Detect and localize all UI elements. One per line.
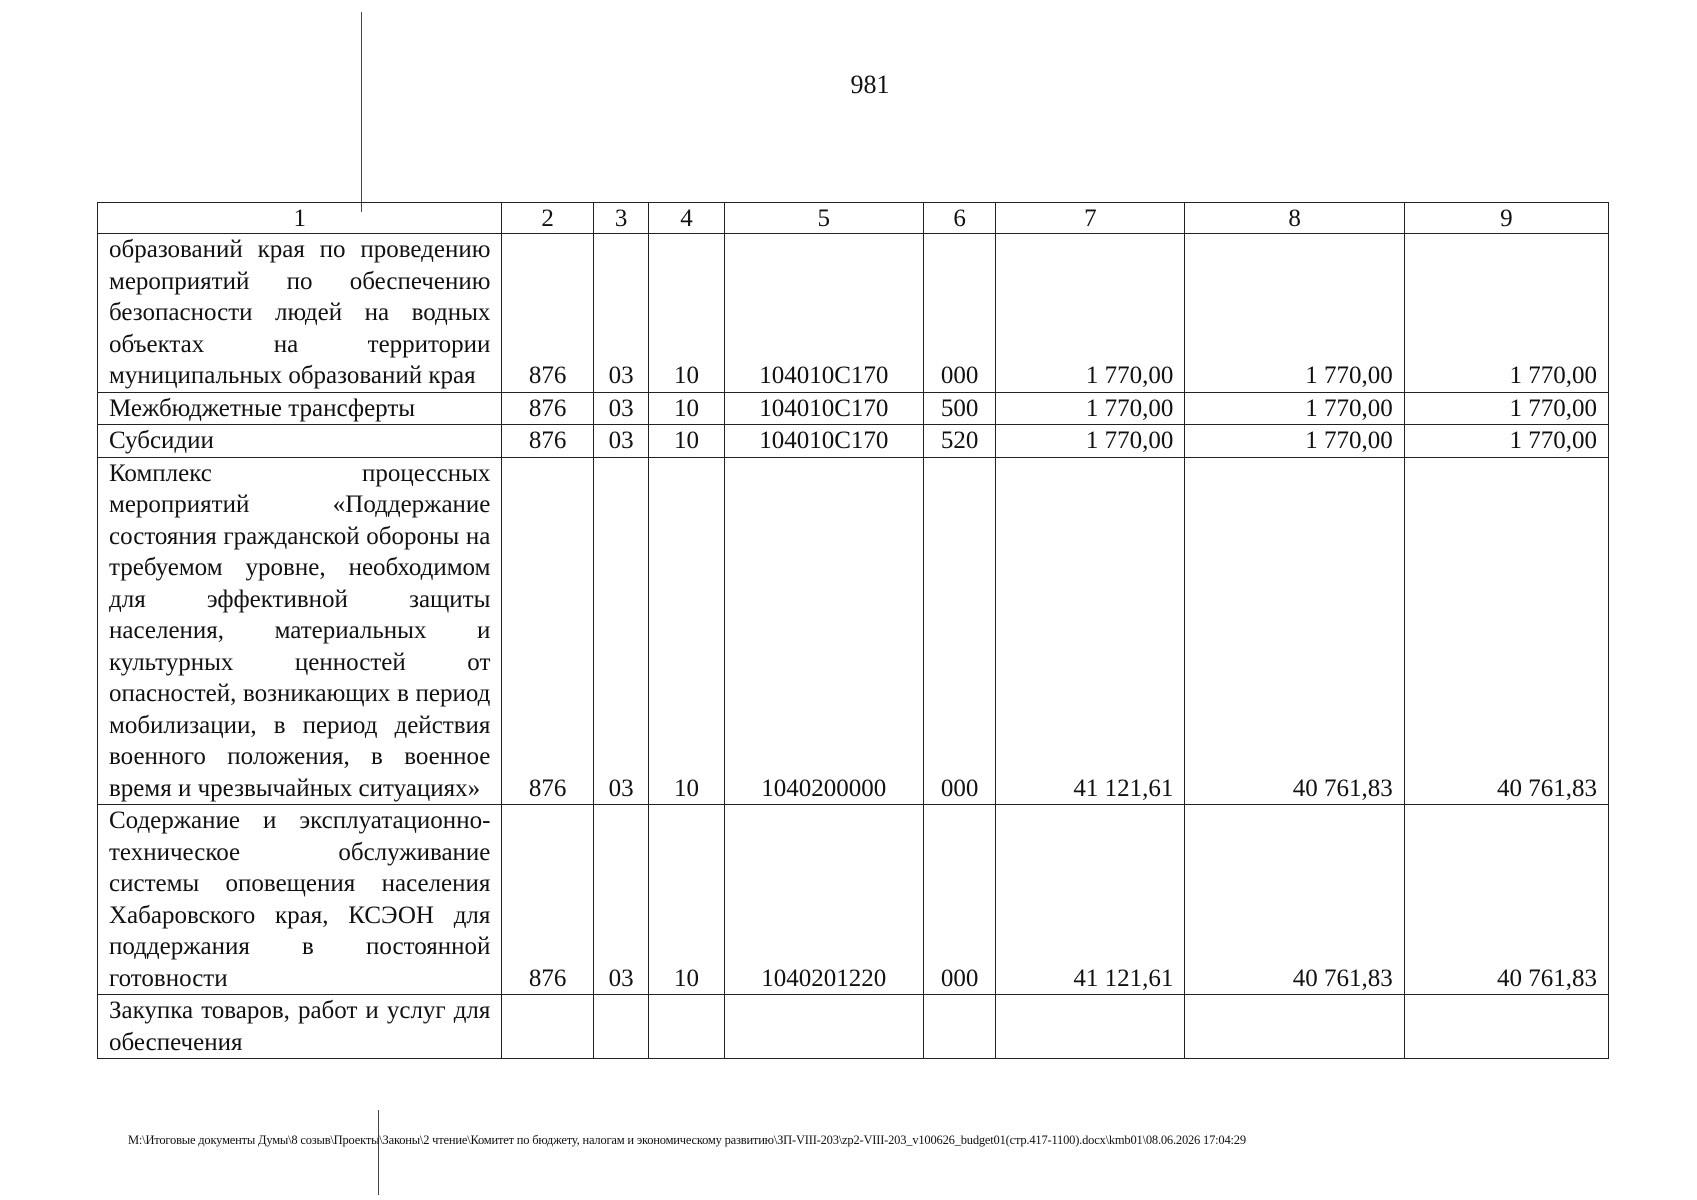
- cell-amount-9: 1 770,00: [1404, 234, 1608, 393]
- cell-expense-type: 000: [923, 457, 995, 805]
- cell-section: 03: [593, 457, 648, 805]
- cell-amount-9: 1 770,00: [1404, 392, 1608, 425]
- column-header: 2: [502, 203, 594, 234]
- cell-ministry-code: 876: [502, 425, 594, 458]
- row-description: Содержание и эксплуатационно-техническое обслуживание системы оповещения населения Хабаровского края, КСЭОН для поддержания в постоянной готовности: [98, 805, 502, 995]
- cell-amount-7: 41 121,61: [996, 457, 1185, 805]
- cell-amount-7: [996, 995, 1185, 1059]
- cell-subsection: 10: [649, 234, 724, 393]
- cell-target-article: [724, 995, 923, 1059]
- cell-amount-7: 41 121,61: [996, 805, 1185, 995]
- cell-target-article: 104010С170: [724, 425, 923, 458]
- row-description: Межбюджетные трансферты: [98, 392, 502, 425]
- table-row: [98, 995, 1609, 1059]
- table-row: [98, 392, 1609, 425]
- cell-expense-type: [923, 995, 995, 1059]
- table-row: [98, 805, 1609, 995]
- table-row: [98, 457, 1609, 805]
- table-row: [98, 425, 1609, 458]
- cell-amount-7: 1 770,00: [996, 425, 1185, 458]
- cell-subsection: [649, 995, 724, 1059]
- table-header-row: [98, 203, 1609, 234]
- cell-amount-8: 40 761,83: [1185, 805, 1404, 995]
- cell-expense-type: 520: [923, 425, 995, 458]
- cell-amount-7: 1 770,00: [996, 234, 1185, 393]
- table-row: [98, 234, 1609, 393]
- scan-line: [378, 1110, 379, 1195]
- row-description: Комплекс процессных мероприятий «Поддержание состояния гражданской обороны на требуемом уровне, необходимом для эффективной защиты населения, материальных и культурных ценностей от опасностей, возникающих в период мобилизации, в период действия военного положения, в военное время и чрезвычайных ситуациях»: [98, 457, 502, 805]
- column-header: 5: [724, 203, 923, 234]
- cell-ministry-code: 876: [502, 392, 594, 425]
- cell-subsection: 10: [649, 425, 724, 458]
- cell-expense-type: 500: [923, 392, 995, 425]
- cell-amount-8: 1 770,00: [1185, 234, 1404, 393]
- cell-section: 03: [593, 392, 648, 425]
- column-header: 4: [649, 203, 724, 234]
- cell-ministry-code: 876: [502, 234, 594, 393]
- cell-subsection: 10: [649, 805, 724, 995]
- cell-amount-9: 1 770,00: [1404, 425, 1608, 458]
- cell-ministry-code: 876: [502, 457, 594, 805]
- column-header: 8: [1185, 203, 1404, 234]
- cell-expense-type: 000: [923, 805, 995, 995]
- scan-line: [361, 12, 362, 212]
- cell-target-article: 1040201220: [724, 805, 923, 995]
- cell-amount-8: 1 770,00: [1185, 392, 1404, 425]
- cell-amount-8: 1 770,00: [1185, 425, 1404, 458]
- column-header: 6: [923, 203, 995, 234]
- cell-target-article: 104010С170: [724, 392, 923, 425]
- cell-amount-9: 40 761,83: [1404, 457, 1608, 805]
- row-description: Субсидии: [98, 425, 502, 458]
- cell-amount-7: 1 770,00: [996, 392, 1185, 425]
- cell-target-article: 1040200000: [724, 457, 923, 805]
- column-header: 7: [996, 203, 1185, 234]
- column-header: 3: [593, 203, 648, 234]
- column-header: 9: [1404, 203, 1608, 234]
- column-header: 1: [98, 203, 502, 234]
- cell-section: [593, 995, 648, 1059]
- page-number: 981: [850, 70, 890, 99]
- cell-amount-8: [1185, 995, 1404, 1059]
- cell-expense-type: 000: [923, 234, 995, 393]
- cell-ministry-code: 876: [502, 805, 594, 995]
- cell-section: 03: [593, 234, 648, 393]
- cell-section: 03: [593, 425, 648, 458]
- cell-amount-8: 40 761,83: [1185, 457, 1404, 805]
- budget-table: [97, 202, 1609, 1059]
- cell-subsection: 10: [649, 457, 724, 805]
- row-description: Закупка товаров, работ и услуг для обеспечения: [98, 995, 502, 1059]
- cell-amount-9: 40 761,83: [1404, 805, 1608, 995]
- cell-ministry-code: [502, 995, 594, 1059]
- cell-target-article: 104010С170: [724, 234, 923, 393]
- cell-amount-9: [1404, 995, 1608, 1059]
- cell-section: 03: [593, 805, 648, 995]
- cell-subsection: 10: [649, 392, 724, 425]
- file-path-footer: M:\Итоговые документы Думы\8 созыв\Проекты\Законы\2 чтение\Комитет по бюджету, налогам и экономическому развитию\ЗП-VIII-203\zp2-VIII-203_v100626_budget01(стр.417-1100).docx\kmb01\08.06.2026 17:04:29: [128, 1133, 1246, 1147]
- row-description: образований края по проведению мероприятий по обеспечению безопасности людей на водных объектах на территории муниципальных образований края: [98, 234, 502, 393]
